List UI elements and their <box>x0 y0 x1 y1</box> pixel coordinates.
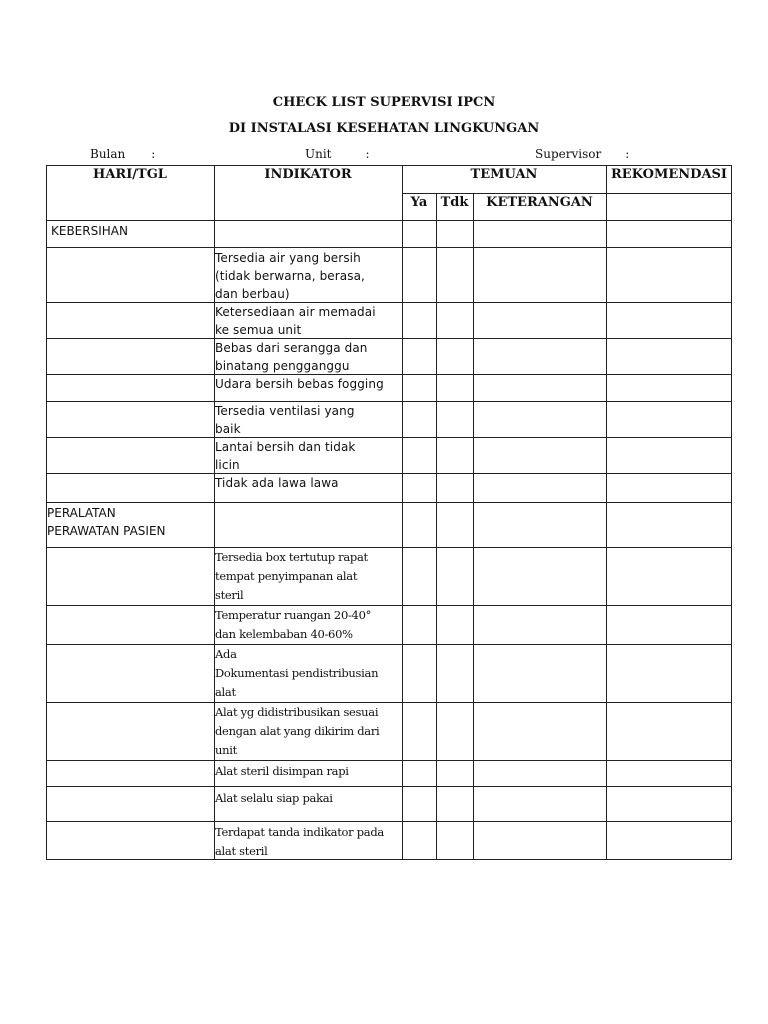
header-rekomendasi: REKOMENDASI <box>611 167 727 182</box>
supervisor-field <box>535 147 629 161</box>
row-divider <box>46 220 732 221</box>
bulan-field <box>90 147 155 161</box>
header-temuan: TEMUAN <box>470 167 538 182</box>
section-peralatan-line1: PERALATAN <box>47 506 116 520</box>
row-divider <box>46 786 732 787</box>
row-divider <box>402 193 732 194</box>
indikator-cell: Alat steril disimpan rapi <box>215 764 349 778</box>
unit-colon: : <box>365 147 370 161</box>
header-hari-tgl: HARI/TGL <box>93 167 167 182</box>
section-peralatan-line2: PERAWATAN PASIEN <box>47 524 166 538</box>
section-kebersihan: KEBERSIHAN <box>51 224 128 238</box>
header-keterangan: KETERANGAN <box>486 195 593 210</box>
col-divider <box>606 165 607 860</box>
indikator-cell: Tidak ada lawa lawa <box>215 476 339 490</box>
supervisor-label: Supervisor <box>535 147 602 161</box>
header-indikator: INDIKATOR <box>264 167 352 182</box>
row-divider <box>46 760 732 761</box>
indikator-cell: Udara bersih bebas fogging <box>215 377 384 391</box>
header-tdk: Tdk <box>440 195 469 210</box>
row-divider <box>46 502 732 503</box>
row-divider <box>46 821 732 822</box>
header-ya: Ya <box>410 195 428 210</box>
page-subtitle: DI INSTALASI KESEHATAN LINGKUNGAN <box>228 121 540 136</box>
indikator-cell: Lantai bersih dan tidak licin <box>215 440 356 472</box>
bulan-colon: : <box>151 147 156 161</box>
indikator-cell: Tersedia box tertutup rapat tempat penyimpanan alat steril <box>215 550 368 602</box>
bulan-label: Bulan <box>90 147 126 161</box>
unit-label: Unit <box>305 147 332 161</box>
indikator-cell: Tersedia ventilasi yang baik <box>215 404 355 436</box>
indikator-cell: Alat yg didistribusikan sesuai dengan alat yang dikirim dari unit <box>215 705 380 757</box>
indikator-cell: Temperatur ruangan 20-40° dan kelembaban 40-60% <box>215 608 372 641</box>
indikator-cell: Ada Dokumentasi pendistribusian alat <box>215 647 379 699</box>
indikator-cell: Alat selalu siap pakai <box>215 791 333 805</box>
indikator-cell: Bebas dari serangga dan binatang pengganggu <box>215 341 368 373</box>
unit-field <box>305 147 370 161</box>
indikator-cell: Terdapat tanda indikator pada alat steril <box>215 825 384 858</box>
section-peralatan <box>47 504 166 540</box>
col-divider <box>402 165 403 860</box>
row-divider <box>46 247 732 248</box>
page-title: CHECK LIST SUPERVISI IPCN <box>272 95 496 110</box>
indikator-cell: Tersedia air yang bersih (tidak berwarna, berasa, dan berbau) <box>215 251 365 301</box>
indikator-cell: Ketersediaan air memadai ke semua unit <box>215 305 376 337</box>
supervisor-colon: : <box>625 147 630 161</box>
